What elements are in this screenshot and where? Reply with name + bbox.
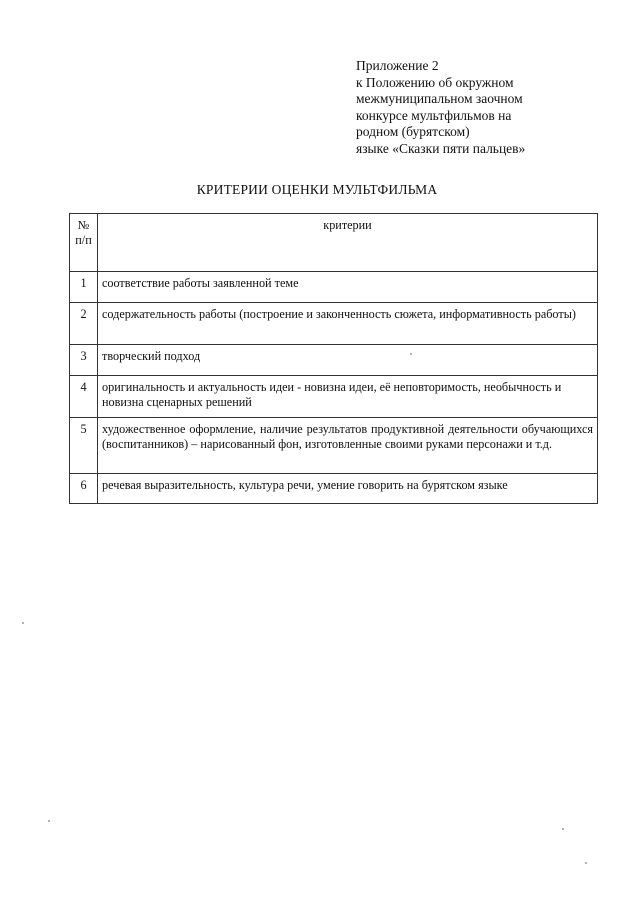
- scan-speck: [562, 828, 564, 830]
- row-criterion: оригинальность и актуальность идеи - новизна идеи, её неповторимость, необычность и новизна сценарных решений: [98, 376, 598, 418]
- row-number: 4: [70, 376, 98, 418]
- table-header-row: [70, 214, 598, 272]
- header-criteria-label: критерии: [323, 218, 372, 232]
- table-row: [70, 418, 598, 474]
- document-title: КРИТЕРИИ ОЦЕНКИ МУЛЬТФИЛЬМА: [196, 182, 438, 197]
- row-number: 1: [70, 272, 98, 303]
- appendix-line: родном (бурятском): [356, 124, 470, 139]
- row-criterion: содержательность работы (построение и законченность сюжета, информативность работы): [98, 303, 598, 345]
- scan-speck: [48, 820, 50, 822]
- row-number: 6: [70, 474, 98, 504]
- header-num-abbr: п/п: [75, 232, 92, 247]
- header-num-cell: [70, 214, 98, 272]
- row-criterion: речевая выразительность, культура речи, умение говорить на бурятском языке: [98, 474, 598, 504]
- row-criterion: художественное оформление, наличие результатов продуктивной деятельности обучающихся (воспитанников) – нарисованный фон, изготовленные своими руками персонажи и т.д.: [98, 418, 598, 474]
- row-number: 3: [70, 345, 98, 376]
- table-row: [70, 345, 598, 376]
- header-criteria-cell: [98, 214, 598, 272]
- row-criterion: творческий подход: [98, 345, 598, 376]
- scan-speck: [410, 353, 412, 355]
- table-row: [70, 303, 598, 345]
- appendix-line: конкурсе мультфильмов на: [356, 107, 512, 123]
- scan-speck: [585, 862, 587, 864]
- appendix-line: межмуниципальном заочном: [356, 91, 523, 106]
- appendix-line: к Положению об окружном: [356, 74, 514, 90]
- row-number: 5: [70, 418, 98, 474]
- row-number: 2: [70, 303, 98, 345]
- appendix-note: [356, 58, 626, 157]
- criteria-table: [69, 213, 598, 504]
- row-criterion: соответствие работы заявленной теме: [98, 272, 598, 303]
- table-row: [70, 272, 598, 303]
- table-row: [70, 376, 598, 418]
- appendix-line: Приложение 2: [356, 58, 439, 73]
- header-num-symbol: №: [77, 218, 90, 232]
- table-row: [70, 474, 598, 504]
- appendix-line: языке «Сказки пяти пальцев»: [356, 140, 526, 156]
- scan-speck: [22, 622, 24, 624]
